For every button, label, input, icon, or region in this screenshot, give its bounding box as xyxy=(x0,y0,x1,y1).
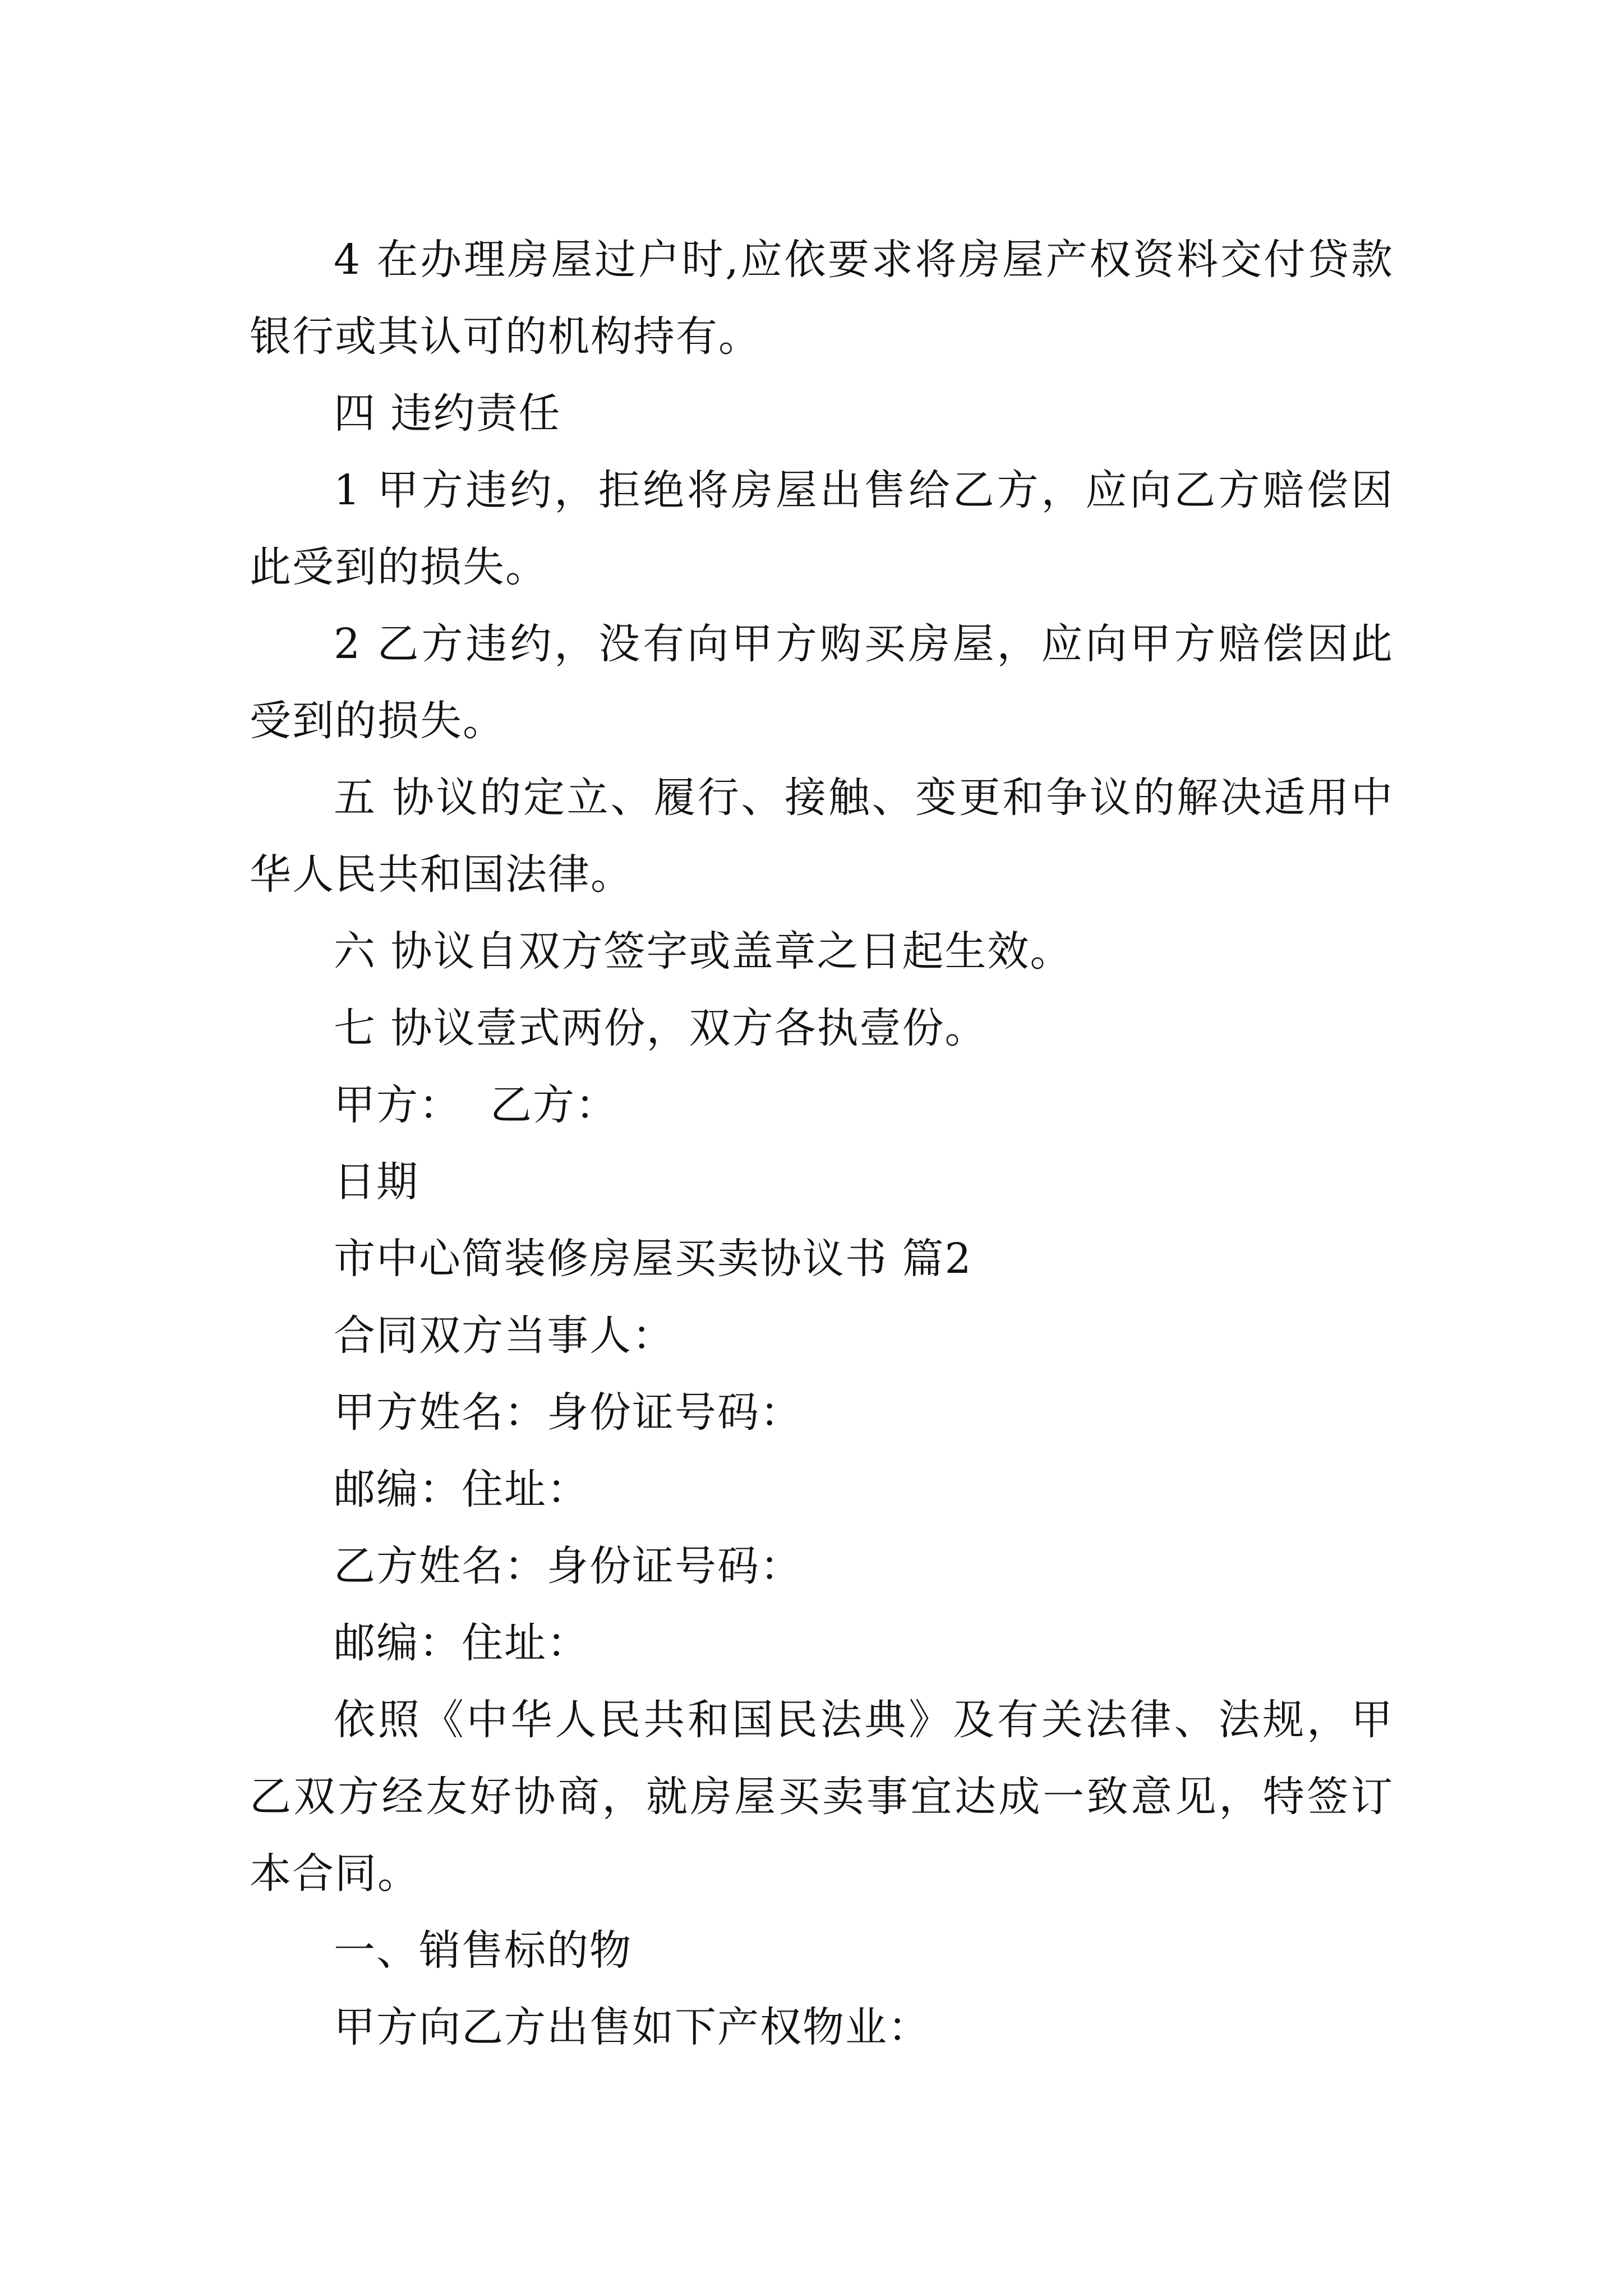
paragraph-breach-party-b: 2 乙方违约，没有向甲方购买房屋，应向甲方赔偿因此受到的损失。 xyxy=(250,620,1394,745)
paragraph-signature-parties: 甲方： 乙方： xyxy=(334,1081,619,1129)
paragraph-party-b-name-id: 乙方姓名：身份证号码： xyxy=(334,1542,803,1590)
paragraph-sale-subject-heading: 一、销售标的物 xyxy=(334,1926,632,1975)
paragraph-applicable-law: 五 协议的定立、履行、接触、变更和争议的解决适用中华人民共和国法律。 xyxy=(250,774,1394,899)
paragraph-party-b-postcode-address: 邮编：住址： xyxy=(334,1619,589,1667)
paragraph-sale-subject-intro: 甲方向乙方出售如下产权物业： xyxy=(334,2003,930,2051)
paragraph-clause-4-transfer: 4 在办理房屋过户时,应依要求将房屋产权资料交付贷款银行或其认可的机构持有。 xyxy=(250,236,1394,361)
paragraph-copies: 七 协议壹式两份，双方各执壹份。 xyxy=(334,1004,988,1052)
paragraph-section-title-2: 市中心简装修房屋买卖协议书 篇2 xyxy=(334,1235,972,1283)
paragraph-party-a-name-id: 甲方姓名：身份证号码： xyxy=(334,1388,803,1437)
paragraph-effective-date: 六 协议自双方签字或盖章之日起生效。 xyxy=(334,927,1073,976)
paragraph-date-label: 日期 xyxy=(334,1158,419,1206)
paragraph-breach-party-a: 1 甲方违约，拒绝将房屋出售给乙方，应向乙方赔偿因此受到的损失。 xyxy=(250,466,1394,591)
paragraph-heading-breach-liability: 四 违约责任 xyxy=(334,389,561,438)
document-body xyxy=(250,222,1394,2066)
paragraph-legal-basis: 依照《中华人民共和国民法典》及有关法律、法规，甲乙双方经友好协商，就房屋买卖事宜达成一致意见，特签订本合同。 xyxy=(250,1696,1394,1898)
paragraph-parties-heading: 合同双方当事人： xyxy=(334,1312,675,1360)
paragraph-party-a-postcode-address: 邮编：住址： xyxy=(334,1465,589,1513)
